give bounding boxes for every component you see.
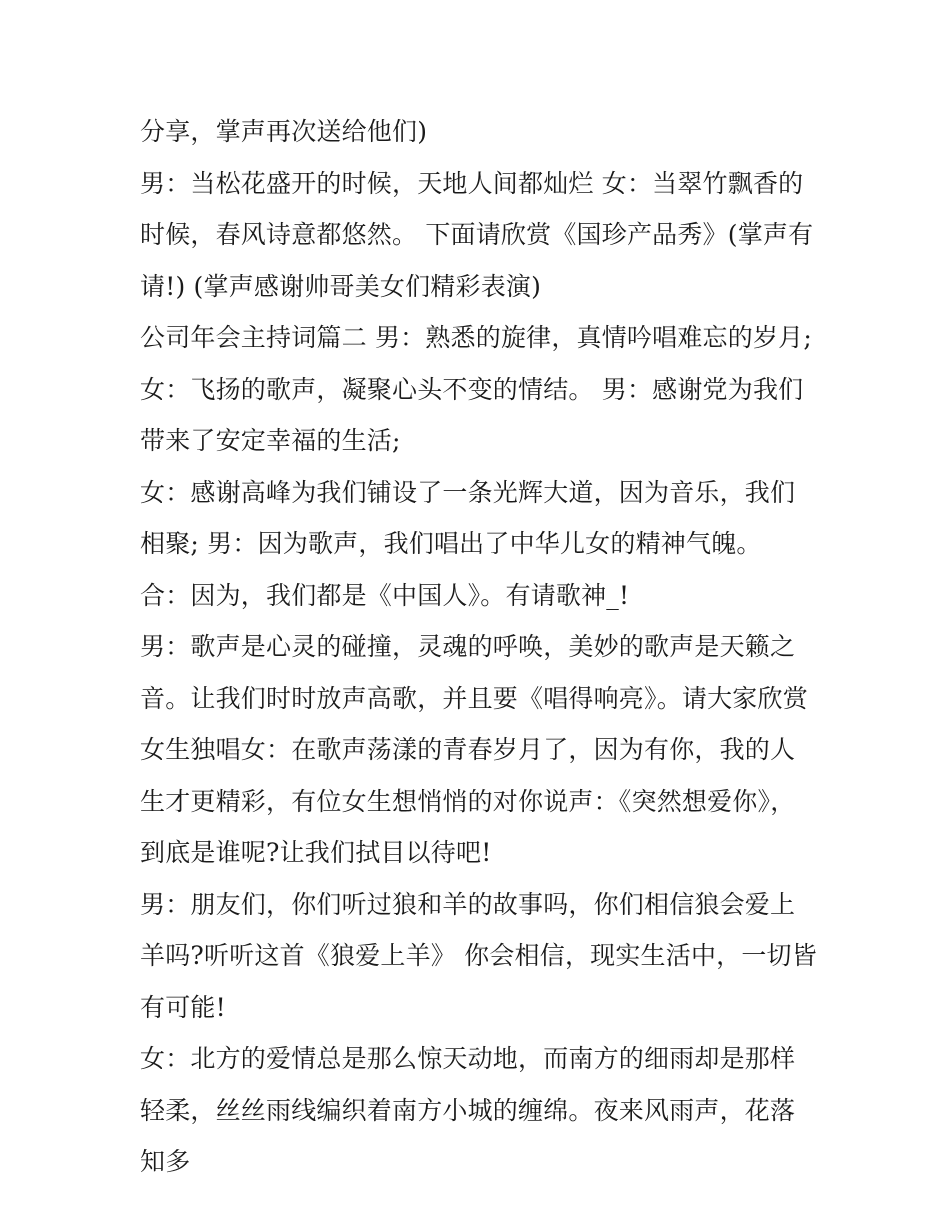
paragraph-5: 男：歌声是心灵的碰撞，灵魂的呼唤，美妙的歌声是天籁之音。让我们时时放声高歌，并且要《唱得响亮》。请大家欣赏女生独唱女：在歌声荡漾的青春岁月了，因为有你，我的人生才更精彩，有位女生想悄悄的对你说声：《突然想爱你》，到底是谁呢?让我们拭目以待吧! [140, 632, 808, 867]
paragraph-7: 女：北方的爱情总是那么惊天动地，而南方的细雨却是那样轻柔，丝丝雨线编织着南方小城的缠绵。夜来风雨声，花落知多 [140, 1044, 796, 1176]
paragraph-3: 公司年会主持词篇二 男：熟悉的旋律，真情吟唱难忘的岁月;女：飞扬的歌声，凝聚心头不变的情结。 男：感谢党为我们带来了安定幸福的生活; [140, 323, 812, 455]
document-body [140, 106, 820, 1188]
paragraph-1: 分享，掌声再次送给他们) [140, 117, 428, 146]
paragraph-2: 男：当松花盛开的时候，天地人间都灿烂 女：当翠竹飘香的时候，春风诗意都悠然。 下面请欣赏《国珍产品秀》(掌声有请!) (掌声感谢帅哥美女们精彩表演) [140, 168, 814, 301]
paragraph-4: 女：感谢高峰为我们铺设了一条光辉大道，因为音乐，我们相聚; 男：因为歌声，我们唱出了中华儿女的精神气魄。 合：因为，我们都是《中国人》。有请歌神_! [140, 477, 796, 610]
paragraph-6: 男：朋友们，你们听过狼和羊的故事吗，你们相信狼会爱上羊吗?听听这首《狼爱上羊》 你会相信，现实生活中，一切皆有可能! [140, 889, 817, 1022]
